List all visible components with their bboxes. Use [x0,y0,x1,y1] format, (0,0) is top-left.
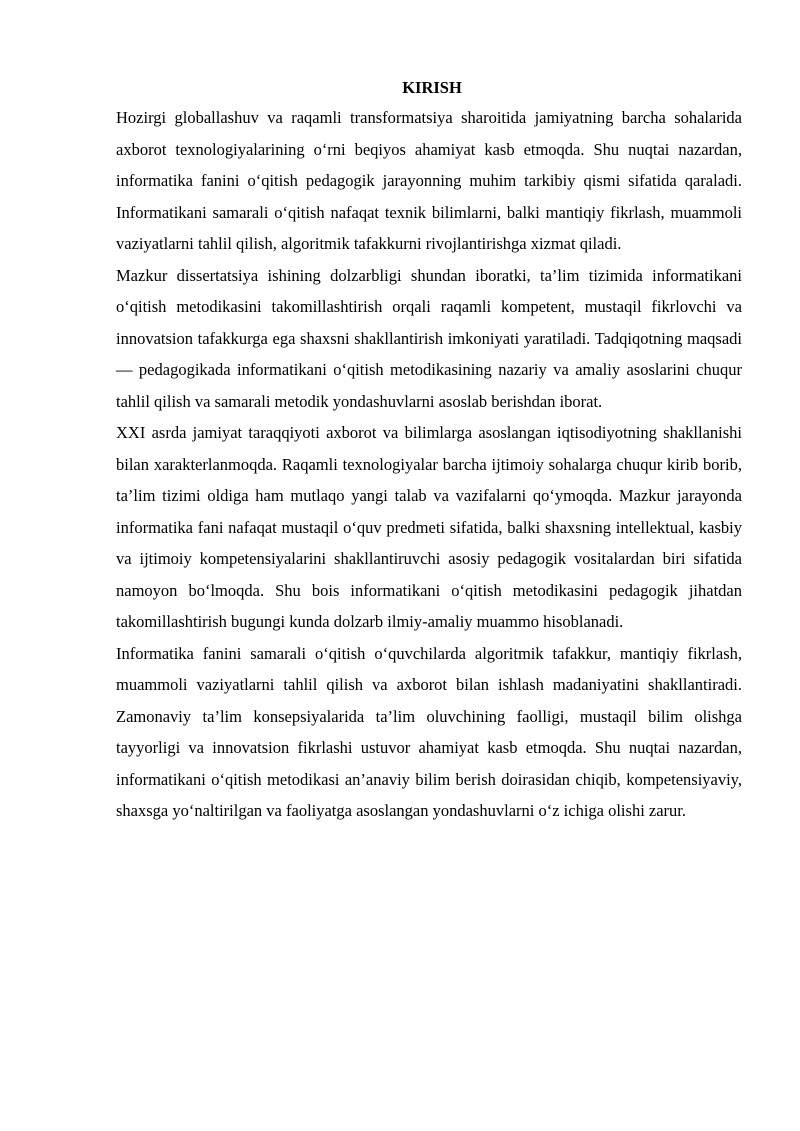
paragraph: Mazkur dissertatsiya ishining dolzarbligi shundan iboratki, ta’lim tizimida informatikani o‘qitish metodikasini takomillashtirish orqali raqamli kompetent, mustaqil fikrlovchi va innovatsion tafakkurga ega shaxsni shakllantirish imkoniyati yaratiladi. Tadqiqotning maqsadi — pedagogikada informatikani o‘qitish metodikasining nazariy va amaliy asoslarini chuqur tahlil qilish va samarali metodik yondashuvlarni asoslab berishdan iborat. [116,265,742,411]
paragraph: Informatika fanini samarali o‘qitish o‘quvchilarda algoritmik tafakkur, mantiqiy fikrlash, muammoli vaziyatlarni tahlil qilish va axborot bilan ishlash madaniyatini shakllantiradi. Zamonaviy ta’lim konsepsiyalarida ta’lim oluvchining faolligi, mustaqil bilim olishga tayyorligi va innovatsion fikrlashi ustuvor ahamiyat kasb etmoqda. Shu nuqtai nazardan, informatikani o‘qitish metodikasi an’anaviy bilim berish doirasidan chiqib, kompetensiyaviy, shaxsga yo‘naltirilgan va faoliyatga asoslangan yondashuvlarni o‘z ichiga olishi zarur. [116,643,742,820]
paragraph: XXI asrda jamiyat taraqqiyoti axborot va bilimlarga asoslangan iqtisodiyotning shakllanishi bilan xarakterlanmoqda. Raqamli texnologiyalar barcha ijtimoiy sohalarga chuqur kirib borib, ta’lim tizimi oldiga ham mutlaqo yangi talab va vazifalarni qo‘ymoqda. Mazkur jarayonda informatika fani nafaqat mustaqil o‘quv predmeti sifatida, balki shaxsning intellektual, kasbiy va ijtimoiy kompetensiyalarini shakllantiruvchi asosiy pedagogik vositalardan biri sifatida namoyon bo‘lmoqda. Shu bois informatikani o‘qitish metodikasini pedagogik jihatdan takomillashtirish bugungi kunda dolzarb ilmiy-amaliy muammo hisoblanadi. [116,423,742,631]
document-body [116,74,742,827]
paragraph: Hozirgi globallashuv va raqamli transformatsiya sharoitida jamiyatning barcha sohalarida axborot texnologiyalarining o‘rni beqiyos ahamiyat kasb etmoqda. Shu nuqtai nazardan, informatika fanini o‘qitish pedagogik jarayonning muhim tarkibiy qismi sifatida qaraladi. Informatikani samarali o‘qitish nafaqat texnik bilimlarni, balki mantiqiy fikrlash, muammoli vaziyatlarni tahlil qilish, algoritmik tafakkurni rivojlantirishga xizmat qiladi. [116,108,742,253]
section-heading: KIRISH [402,78,462,97]
